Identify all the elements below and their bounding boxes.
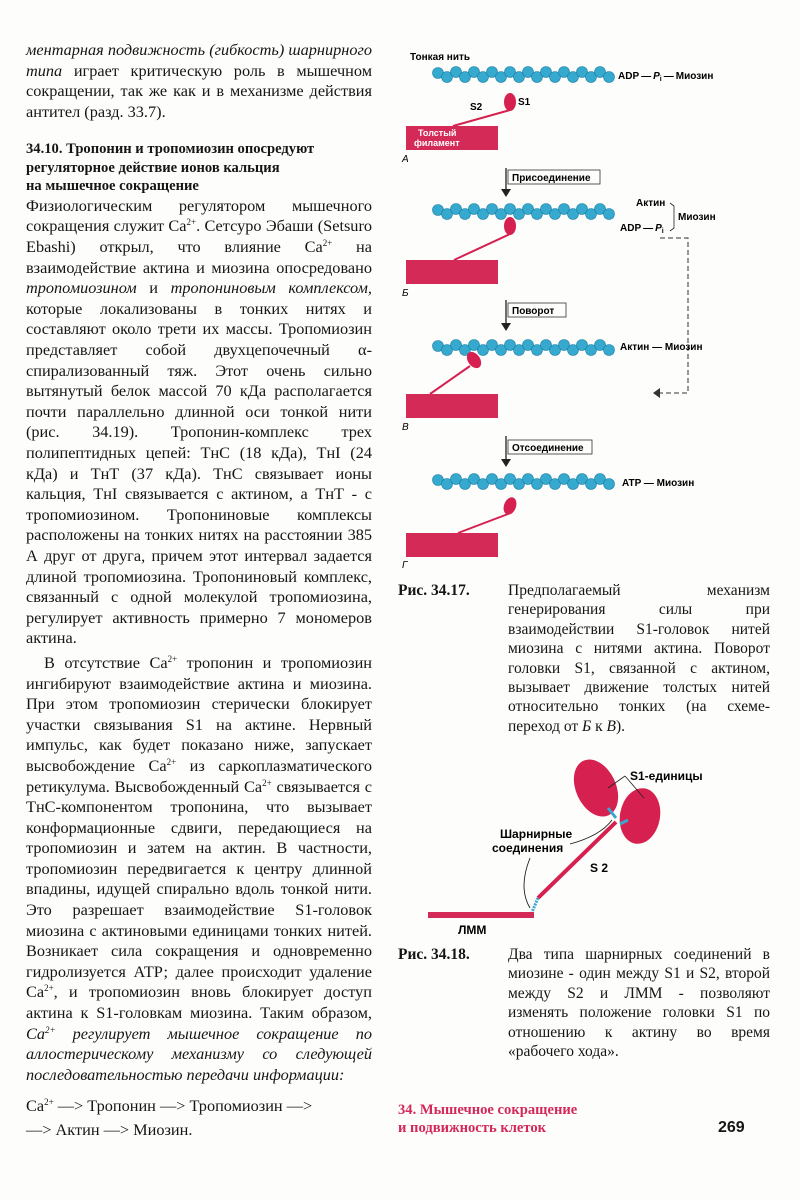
caption-34-18-text: Два типа шарнирных соединений в миозине - один между S1 и S2, второй между S2 и ЛММ - позволяют изменять положение головки S1 по отношению к актину во время «рабочего хода».: [508, 946, 770, 1061]
left-column: [26, 40, 372, 1085]
intro-paragraph: ментарная подвижность (гибкость) шарнирного типа играет критическую роль в мышечном сокращении, так же как и в механизме действия антител (разд. 33.7).: [26, 40, 372, 121]
formula-line-1: $Ca^{2+}$ —> Тропонин —> Тропомиозин —>: [26, 1096, 313, 1115]
thick-filament-g: [406, 533, 498, 557]
cycle-dashed-arrow: [660, 238, 688, 393]
s2-label-3418: S 2: [590, 861, 609, 875]
s1-unit-2: [615, 785, 664, 847]
figure-34-17: [398, 48, 778, 570]
thin-filament-v: [433, 340, 615, 356]
atp-myosin-label-g: ATP — Миозин: [622, 478, 695, 489]
hinge-pointer-2: [524, 858, 530, 908]
lmm-label: ЛММ: [458, 923, 487, 936]
caption-34-17: [398, 581, 770, 761]
panel-b-letter: Б: [402, 288, 409, 299]
hinges-label-2: соединения: [492, 841, 564, 855]
step-detach-label: Отсоединение: [512, 443, 584, 454]
panel-g: [402, 474, 694, 571]
caption-34-17-text: Предполагаемый механизм генерирования силы при взаимодействии S1-головок нитей миозина с нитями актина. Поворот головки S1, связанной с актином, вызывает движение толстых нитей относительно тонких (на схеме-переход от Б к В).: [508, 582, 770, 735]
thin-filament-a: [433, 67, 615, 83]
paragraph-2: В отсутствие $Ca^{2+}$ тропонин и тропомиозин ингибируют взаимодействие актина и миозина. При этом тропомиозин стерически блокирует участки связывания S1 на актине. Нервный импульс, как будет показано ниже, запускает высвобождение $Ca^{2+}$ из саркоплазматического ретикулума. Высвобожденный $Ca^{2+}$ связывается с ТнС-компонентом тропонина, что вызывает конформационные сдвиги, передающиеся на тропомиозин и затем на актин. В частности, тропомиозин передвигается к центру длинной впадины, идущей спирально вдоль тонкой нити. Это разрешает взаимодействие S1-головок миозина с актиновыми единицами тонких нитей. Возникает сила сокращения и одновременно гидролизуется АТР; далее происходит удаление $Ca^{2+}$, и тропомиозин вновь блокирует доступ актина к S1-головкам миозина. Таким образом, $Ca^{2+}$ регулирует мышечное сокращение по аллостерическому механизму со следующей последовательностью передачи информации:: [26, 652, 373, 1084]
panel-b: [402, 198, 716, 299]
section-heading: 34.10. Тропонин и тропомиозин опосредуют регуляторное действие ионов кальция на мышечное сокращение: [26, 141, 315, 195]
adp-pi-myosin-label-a: ADP — $P_i$ — Миозин: [618, 71, 714, 83]
thin-filament-g: [433, 474, 615, 490]
s2-lmm-hinge: [532, 898, 538, 912]
s1-unit-1: [565, 758, 627, 824]
actin-myosin-label-v: Актин — Миозин: [620, 342, 703, 353]
step-attach-label: Присоединение: [512, 173, 591, 184]
lmm-segment: [428, 912, 534, 918]
panel-a-letter: А: [402, 154, 409, 165]
thick-filament-label-1: Толстый: [418, 128, 457, 138]
thin-filament-b: [433, 204, 615, 220]
hinges-label-1: Шарнирные: [500, 827, 573, 841]
s1-head-g: [501, 495, 518, 516]
s1-head-a: [504, 93, 516, 111]
s2-link-v: [430, 366, 470, 394]
thick-filament-b: [406, 260, 498, 284]
actin-label-b: Актин: [636, 198, 666, 209]
paragraph-1: Физиологическим регулятором мышечного сокращения служит $Ca^{2+}$. Сетсуро Эбаши (Setsuro Ebashi) открыл, что влияние $Ca^{2+}$ на взаимодействие актина и миозина опосредовано тропомиозином и тропониновым комплексом, которые локализованы в тонких нитях и составляют около трети их массы. Тропомиозин представляет собой двухцепочечный α-спирализованный тяж. Этот очень сильно вытянутый белок массой 70 кДа располагается почти параллельно длинной оси тонкой нити (рис. 34.19). Тропонин-комплекс трех полипептидных цепей: ТнС (18 кДа), ТнI (24 кДа) и ТнТ (37 кДа). ТнС связывает ионы кальция, ТнI связывается с актином, а ТнТ - с тропомиозином. Тропониновые комплексы расположены на тонких нитях на расстоянии 385 А друг от друга, причем этот интервал задается длиной тропомиозина. Тропониновый комплекс, связанный с одной молекулой тропомиозина, регулирует активность примерно 7 мономеров актина.: [26, 195, 373, 648]
s1-units-label: S1-единицы: [630, 769, 703, 783]
adp-pi-label-b: ADP — $P_i$: [620, 223, 664, 235]
caption-34-18-label: Рис. 34.18.: [398, 946, 470, 963]
panel-v: [402, 340, 702, 434]
thick-filament-label-2: филамент: [414, 138, 460, 148]
caption-34-18: [398, 945, 770, 1085]
running-footer-chapter: 34. Мышечное сокращение и подвижность клеток: [398, 1102, 578, 1136]
step-rotate-label: Поворот: [512, 306, 555, 317]
s1-head-b: [504, 217, 516, 235]
page-number: 269: [718, 1119, 745, 1136]
s2-link-b: [454, 234, 510, 260]
panel-v-letter: В: [402, 422, 409, 433]
info-transfer-formula: [26, 1094, 372, 1142]
figure-34-18: [420, 758, 730, 936]
s2-link-g: [458, 514, 508, 533]
s1-label: S1: [518, 97, 531, 108]
formula-line-2: —> Актин —> Миозин.: [26, 1120, 193, 1139]
panel-g-letter: Г: [402, 560, 408, 570]
caption-34-17-label: Рис. 34.17.: [398, 582, 470, 599]
thick-filament-v: [406, 394, 498, 418]
thin-filament-label: Тонкая нить: [410, 52, 471, 63]
s2-label: S2: [470, 102, 483, 113]
panel-a: [401, 52, 713, 165]
myosin-label-b: Миозин: [678, 212, 716, 223]
